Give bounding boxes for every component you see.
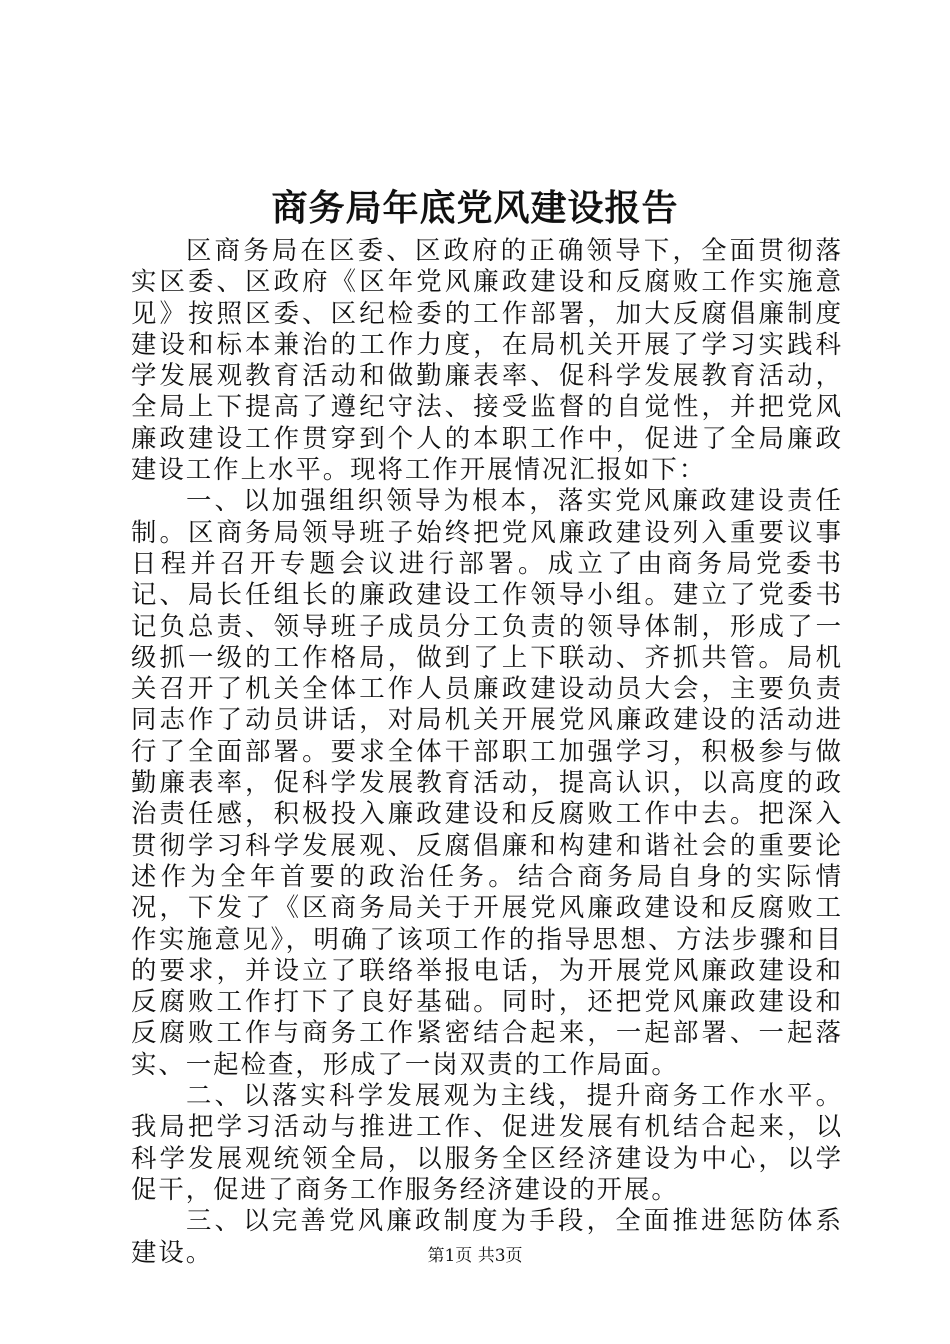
paragraph-intro: 区商务局在区委、区政府的正确领导下，全面贯彻落实区委、区政府《区年党风廉政建设和反腐败工作实施意见》按照区委、区纪检委的工作部署，加大反腐倡廉制度建设和标本兼治的工作力度，在局机关开展了学习实践科学发展观教育活动和做勤廉表率、促科学发展教育活动，全局上下提高了遵纪守法、接受监督的自觉性，并把党风廉政建设工作贯穿到个人的本职工作中，促进了全局廉政建设工作上水平。现将工作开展情况汇报如下： (131, 235, 843, 485)
page-number-footer: 第1页 共3页 (427, 1246, 523, 1266)
paragraph-section-1: 一、以加强组织领导为根本，落实党风廉政建设责任制。区商务局领导班子始终把党风廉政建设列入重要议事日程并召开专题会议进行部署。成立了由商务局党委书记、局长任组长的廉政建设工作领导小组。建立了党委书记负总责、领导班子成员分工负责的领导体制，形成了一级抓一级的工作格局，做到了上下联动、齐抓共管。局机关召开了机关全体工作人员廉政建设动员大会，主要负责同志作了动员讲话，对局机关开展党风廉政建设的活动进行了全面部署。要求全体干部职工加强学习，积极参与做勤廉表率，促科学发展教育活动，提高认识，以高度的政治责任感，积极投入廉政建设和反腐败工作中去。把深入贯彻学习科学发展观、反腐倡廉和构建和谐社会的重要论述作为全年首要的政治任务。结合商务局自身的实际情况，下发了《区商务局关于开展党风廉政建设和反腐败工作实施意见》，明确了该项工作的指导思想、方法步骤和目的要求，并设立了联络举报电话，为开展党风廉政建设和反腐败工作打下了良好基础。同时，还把党风廉政建设和反腐败工作与商务工作紧密结合起来，一起部署、一起落实、一起检查，形成了一岗双责的工作局面。 (131, 485, 843, 1079)
document-title: 商务局年底党风建设报告 (271, 187, 679, 229)
document-body (131, 235, 843, 1268)
paragraph-section-2: 二、以落实科学发展观为主线，提升商务工作水平。我局把学习活动与推进工作、促进发展有机结合起来，以科学发展观统领全局，以服务全区经济建设为中心，以学促干，促进了商务工作服务经济建设的开展。 (131, 1080, 843, 1204)
paragraph-section-3: 三、以完善党风廉政制度为手段，全面推进惩防体系建设。 (131, 1205, 843, 1267)
